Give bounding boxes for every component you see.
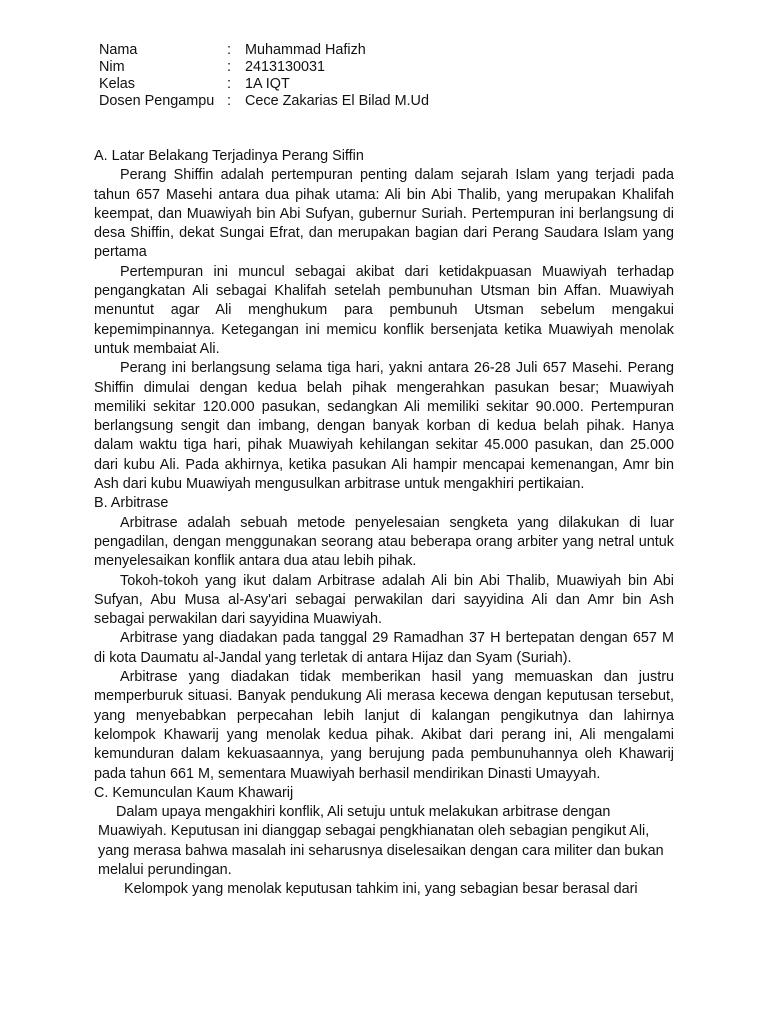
info-label: Nim: [99, 59, 125, 75]
section-a: [94, 147, 674, 494]
info-row-lecturer: [99, 93, 429, 110]
section-heading: A. Latar Belakang Terjadinya Perang Siffin: [94, 148, 364, 164]
info-row-nim: [99, 59, 429, 76]
paragraph: Pertempuran ini muncul sebagai akibat dari ketidakpuasan Muawiyah terhadap pengangkatan Ali sebagai Khalifah setelah pembunuhan Utsman bin Affan. Muawiyah menuntut agar Ali menghukum para pembunuh Utsman sebelum mengakui kepemimpinannya. Ketegangan ini memicu konflik bersenjata ketika Muawiyah menolak untuk membaiat Ali.: [94, 263, 674, 357]
info-label: Kelas: [99, 76, 135, 92]
paragraph: Arbitrase adalah sebuah metode penyelesaian sengketa yang dilakukan di luar pengadilan, dengan menggunakan seorang atau beberapa orang arbiter yang netral untuk menyelesaikan konflik antara dua atau lebih pihak.: [94, 514, 674, 570]
info-value: Cece Zakarias El Bilad M.Ud: [245, 93, 429, 109]
section-heading: B. Arbitrase: [94, 495, 169, 512]
paragraph: Arbitrase yang diadakan tidak memberikan hasil yang memuaskan dan justru memperburuk situasi. Banyak pendukung Ali merasa kecewa dengan keputusan tersebut, yang menyebabkan perpecahan lebih lanjut di kalangan pengikutnya dan lahirnya kelompok Khawarij yang menolak kedua pihak. Akibat dari perang ini, Ali mengalami kemunduran dalam kekuasaannya, yang berujung pada pembunuhannya oleh Khawarij pada tahun 661 M, sementara Muawiyah berhasil mendirikan Dinasti Umayyah.: [94, 669, 674, 782]
paragraph: Tokoh-tokoh yang ikut dalam Arbitrase adalah Ali bin Abi Thalib, Muawiyah bin Abi Sufyan, Abu Musa al-Asy'ari sebagai perwakilan dari sayyidina Ali dan Amr bin Ash sebagai perwakilan dari sayyidina Muawiyah.: [94, 572, 674, 628]
section-b: [94, 494, 674, 783]
section-c: [94, 784, 674, 900]
paragraph: Arbitrase yang diadakan pada tanggal 29 Ramadhan 37 H bertepatan dengan 657 M di kota Daumatu al-Jandal yang terletak di antara Hijaz dan Syam (Suriah).: [94, 630, 674, 666]
paragraph: Kelompok yang menolak keputusan tahkim ini, yang sebagian besar berasal dari: [124, 881, 638, 898]
info-row-name: [99, 42, 429, 59]
info-label: Nama: [99, 42, 138, 58]
paragraph: Perang Shiffin adalah pertempuran penting dalam sejarah Islam yang terjadi pada tahun 657 Masehi antara dua pihak utama: Ali bin Abi Thalib, yang merupakan Khalifah keempat, dan Muawiyah bin Abi Sufyan, gubernur Suriah. Pertempuran ini berlangsung di desa Shiffin, dekat Sungai Efrat, dan merupakan bagian dari Perang Saudara Islam yang pertama: [94, 167, 674, 261]
info-separator: :: [227, 93, 231, 109]
info-separator: :: [227, 42, 231, 58]
essay-body: [94, 147, 674, 900]
info-separator: :: [227, 76, 231, 92]
paragraph: Perang ini berlangsung selama tiga hari, yakni antara 26-28 Juli 657 Masehi. Perang Shiffin dimulai dengan kedua belah pihak mengerahkan pasukan besar; Muawiyah memiliki sekitar 120.000 pasukan, sedangkan Ali memiliki sekitar 90.000. Pertempuran berlangsung sengit dan imbang, dengan banyak korban di kedua belah pihak. Hanya dalam waktu tiga hari, pihak Muawiyah kehilangan sekitar 45.000 pasukan, dan 25.000 dari kubu Ali. Pada akhirnya, ketika pasukan Ali hampir mencapai kemenangan, Amr bin Ash dari kubu Muawiyah mengusulkan arbitrase untuk mengakhiri pertikaian.: [94, 360, 674, 493]
info-value: 2413130031: [245, 59, 326, 75]
paragraph: Dalam upaya mengakhiri konflik, Ali setuju untuk melakukan arbitrase dengan Muawiyah. Keputusan ini dianggap sebagai pengkhianatan oleh sebagian pengikut Ali, yang merasa bahwa masalah ini seharusnya diselesaikan dengan cara militer dan bukan melalui perundingan.: [98, 804, 664, 878]
info-row-class: [99, 76, 429, 93]
student-info-block: [99, 42, 429, 110]
info-value: Muhammad Hafizh: [245, 42, 366, 58]
info-separator: :: [227, 59, 231, 75]
section-heading: C. Kemunculan Kaum Khawarij: [94, 784, 294, 801]
info-value: 1A IQT: [245, 76, 290, 92]
info-label: Dosen Pengampu: [99, 93, 215, 109]
